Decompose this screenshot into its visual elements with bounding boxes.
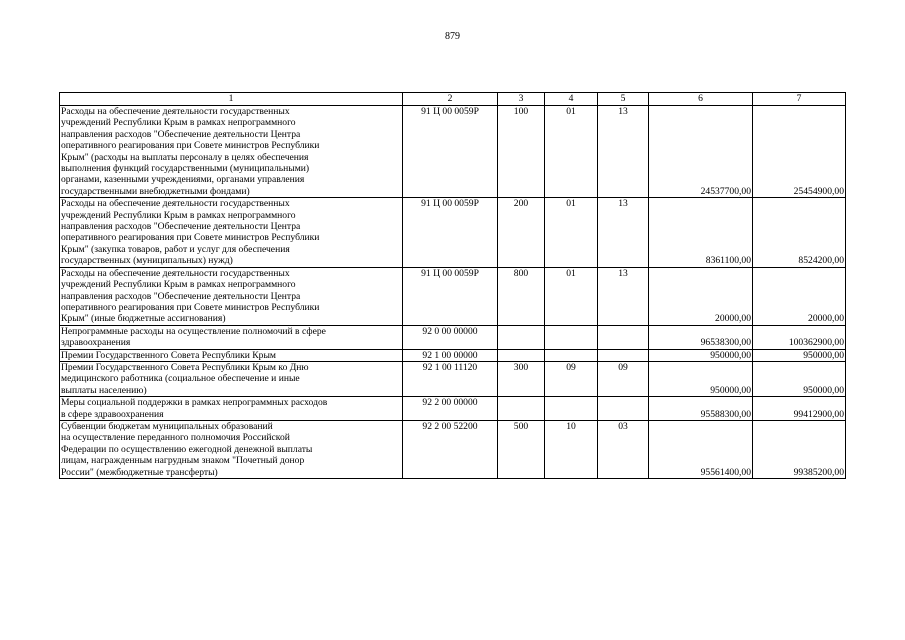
amount-year-1: 950000,00 [649, 361, 753, 396]
column-header: 3 [498, 93, 545, 106]
amount-year-1: 20000,00 [649, 267, 753, 325]
expense-type-code [498, 349, 545, 361]
expense-description: Премии Государственного Совета Республики Крым [60, 349, 403, 361]
table-row [60, 106, 846, 198]
expense-description: Расходы на обеспечение деятельности государственных учреждений Республики Крым в рамках непрограммного направления расходов "Обеспечение деятельности Центра оперативного реагирования при Совете министров Республики Крым" (закупка товаров, работ и услуг для обеспечения государственных (муниципальных) нужд) [60, 198, 403, 267]
column-number-row [60, 93, 846, 106]
expense-description: Расходы на обеспечение деятельности государственных учреждений Республики Крым в рамках непрограммного направления расходов "Обеспечение деятельности Центра оперативного реагирования при Совете министров Республики Крым" (расходы на выплаты персоналу в целях обеспечения выполнения функций государственными (муниципальными) органами, казенными учреждениями, органами управления государственными внебюджетными фондами) [60, 106, 403, 198]
column-header: 1 [60, 93, 403, 106]
amount-year-2: 25454900,00 [753, 106, 846, 198]
target-article-code: 91 Ц 00 0059Р [403, 106, 498, 198]
budget-table [59, 92, 846, 479]
subsection-code: 03 [598, 420, 649, 478]
section-code: 01 [545, 267, 598, 325]
amount-year-1: 24537700,00 [649, 106, 753, 198]
table-row [60, 198, 846, 267]
column-header: 5 [598, 93, 649, 106]
amount-year-2: 100362900,00 [753, 325, 846, 349]
subsection-code: 13 [598, 106, 649, 198]
expense-type-code: 800 [498, 267, 545, 325]
expense-type-code: 100 [498, 106, 545, 198]
section-code [545, 325, 598, 349]
subsection-code: 13 [598, 198, 649, 267]
section-code: 01 [545, 198, 598, 267]
column-header: 6 [649, 93, 753, 106]
subsection-code [598, 325, 649, 349]
expense-type-code: 500 [498, 420, 545, 478]
table-row [60, 325, 846, 349]
table-row [60, 361, 846, 396]
section-code: 01 [545, 106, 598, 198]
expense-description: Непрограммные расходы на осуществление полномочий в сфере здравоохранения [60, 325, 403, 349]
amount-year-2: 99385200,00 [753, 420, 846, 478]
subsection-code [598, 349, 649, 361]
subsection-code: 13 [598, 267, 649, 325]
column-header: 4 [545, 93, 598, 106]
expense-description: Расходы на обеспечение деятельности государственных учреждений Республики Крым в рамках непрограммного направления расходов "Обеспечение деятельности Центра оперативного реагирования при Совете министров Республики Крым" (иные бюджетные ассигнования) [60, 267, 403, 325]
table-row [60, 420, 846, 478]
subsection-code [598, 397, 649, 421]
expense-type-code [498, 325, 545, 349]
expense-description: Меры социальной поддержки в рамках непрограммных расходов в сфере здравоохранения [60, 397, 403, 421]
column-header: 2 [403, 93, 498, 106]
expense-type-code: 300 [498, 361, 545, 396]
target-article-code: 92 1 00 11120 [403, 361, 498, 396]
section-code [545, 397, 598, 421]
expense-description: Премии Государственного Совета Республики Крым ко Дню медицинского работника (социальное обеспечение и иные выплаты населению) [60, 361, 403, 396]
target-article-code: 91 Ц 00 0059Р [403, 198, 498, 267]
target-article-code: 92 0 00 00000 [403, 325, 498, 349]
section-code: 10 [545, 420, 598, 478]
page-number: 879 [445, 31, 460, 42]
target-article-code: 92 2 00 52200 [403, 420, 498, 478]
subsection-code: 09 [598, 361, 649, 396]
amount-year-1: 96538300,00 [649, 325, 753, 349]
amount-year-2: 8524200,00 [753, 198, 846, 267]
section-code [545, 349, 598, 361]
target-article-code: 92 2 00 00000 [403, 397, 498, 421]
amount-year-2: 950000,00 [753, 349, 846, 361]
target-article-code: 91 Ц 00 0059Р [403, 267, 498, 325]
amount-year-2: 99412900,00 [753, 397, 846, 421]
table-row [60, 397, 846, 421]
amount-year-1: 95561400,00 [649, 420, 753, 478]
target-article-code: 92 1 00 00000 [403, 349, 498, 361]
amount-year-2: 950000,00 [753, 361, 846, 396]
column-header: 7 [753, 93, 846, 106]
expense-type-code: 200 [498, 198, 545, 267]
expense-type-code [498, 397, 545, 421]
table-row [60, 349, 846, 361]
table-row [60, 267, 846, 325]
amount-year-1: 950000,00 [649, 349, 753, 361]
section-code: 09 [545, 361, 598, 396]
amount-year-1: 95588300,00 [649, 397, 753, 421]
amount-year-2: 20000,00 [753, 267, 846, 325]
expense-description: Субвенции бюджетам муниципальных образований на осуществление переданного полномочия Российской Федерации по осуществлению ежегодной денежной выплаты лицам, награжденным нагрудным знаком "Почетный донор России" (межбюджетные трансферты) [60, 420, 403, 478]
amount-year-1: 8361100,00 [649, 198, 753, 267]
